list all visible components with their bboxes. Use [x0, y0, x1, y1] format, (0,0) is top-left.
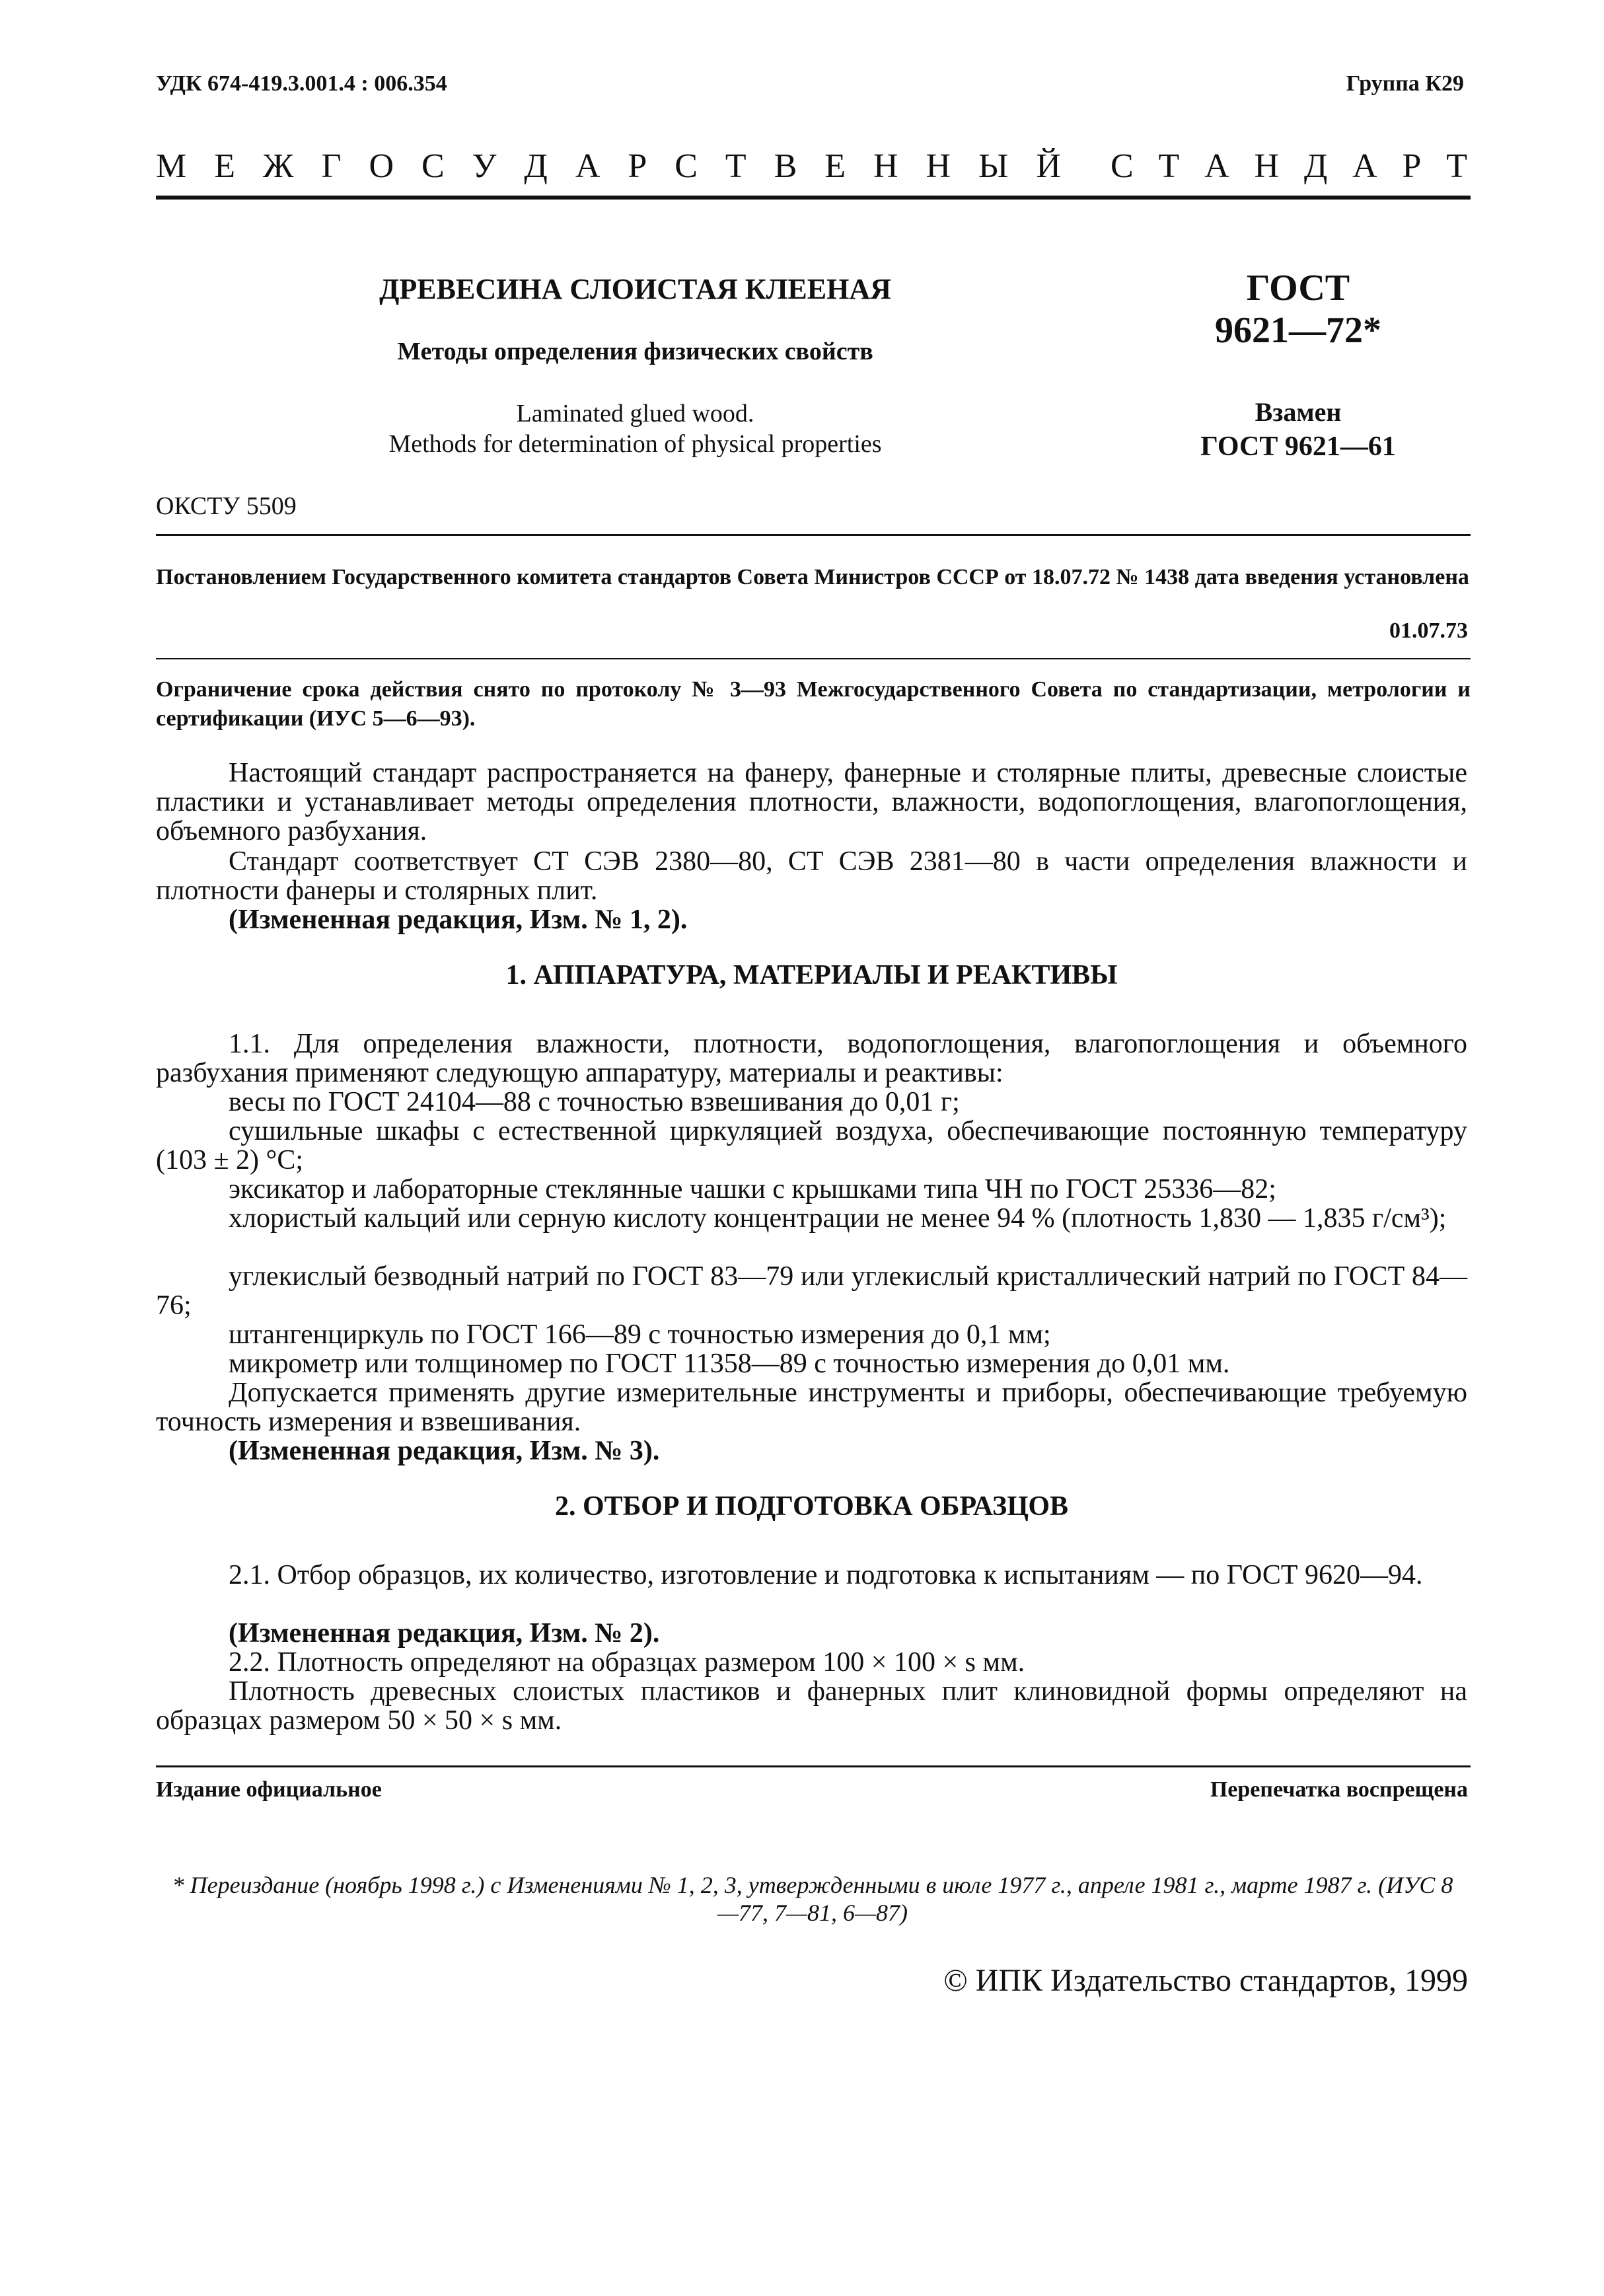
decree-text: Постановлением Государственного комитета стандартов Совета Министров СССР от 18.07.72 № 1438 дата введения установлена — [156, 565, 1469, 589]
heading-letter: Н — [1254, 147, 1280, 185]
reissue-note: * Переиздание (ноябрь 1998 г.) с Изменениями № 1, 2, 3, утвержденными в июле 1977 г., апреле 1981 г., марте 1987 г. (ИУС 8—77, 7—81, 6—87) — [172, 1872, 1453, 1926]
footer-rule — [156, 1765, 1471, 1767]
section-1-change-note: (Измененная редакция, Изм. № 3). — [229, 1436, 660, 1466]
heading-letter: Ы — [978, 147, 1009, 185]
heading-letter: Г — [321, 147, 342, 185]
heading-letter: Н — [873, 147, 898, 185]
heading-letter: Р — [628, 147, 647, 185]
limitation-text: Ограничение срока действия снято по протоколу № 3—93 Межгосударственного Совета по стандартизации, метрологии и сертификации (ИУС 5—6—93). — [156, 677, 1471, 731]
section-2-paragraph-1: 2.1. Отбор образцов, их количество, изготовление и подготовка к испытаниям — по ГОСТ 9620—94. — [229, 1560, 1423, 1590]
heading-letter: У — [472, 147, 497, 185]
decree-rule — [156, 658, 1471, 659]
section-2-paragraph-2: 2.2. Плотность определяют на образцах размером 100 × 100 × s мм. — [229, 1647, 1025, 1678]
heading-letter: Т — [1446, 147, 1467, 185]
heading-letter: О — [369, 147, 394, 185]
heading-letter: Д — [524, 147, 548, 185]
list-item-caliper: штангенциркуль по ГОСТ 166—89 с точностью измерения до 0,1 мм; — [229, 1319, 1051, 1350]
intro-paragraph-2: Стандарт соответствует СТ СЭВ 2380—80, СТ СЭВ 2381—80 в части определения влажности и плотности фанеры и столярных плит. — [156, 846, 1467, 906]
section-1-allowance: Допускается применять другие измерительные инструменты и приборы, обеспечивающие требуемую точность измерения и взвешивания. — [156, 1378, 1467, 1437]
interstate-standard-heading — [156, 147, 1467, 186]
heading-letter: С — [421, 147, 445, 185]
heading-letter: Е — [824, 147, 846, 185]
intro-change-note: (Измененная редакция, Изм. № 1, 2). — [229, 905, 688, 935]
heading-letter: Ж — [262, 147, 294, 185]
okstu-code: ОКСТУ 5509 — [156, 492, 297, 520]
heading-letter: Й — [1036, 147, 1061, 185]
title-rule — [156, 534, 1471, 536]
heading-letter: С — [674, 147, 698, 185]
list-item-desiccator: эксикатор и лабораторные стеклянные чашки с крышками типа ЧН по ГОСТ 25336—82; — [229, 1174, 1276, 1204]
list-item-scales: весы по ГОСТ 24104—88 с точностью взвешивания до 0,01 г; — [229, 1087, 960, 1117]
reprint-prohibited: Перепечатка воспрещена — [1210, 1777, 1468, 1802]
english-title-line2: Methods for determination of physical properties — [388, 430, 882, 458]
heading-letter: С — [1111, 147, 1134, 185]
heading-letter: М — [156, 147, 187, 185]
document-title: ДРЕВЕСИНА СЛОИСТАЯ КЛЕЕНАЯ — [379, 273, 891, 305]
copyright: © ИПК Издательство стандартов, 1999 — [943, 1963, 1468, 1998]
heading-letter: А — [1352, 147, 1377, 185]
heading-letter: А — [575, 147, 601, 185]
udk-code: УДК 674-419.3.001.4 : 006.354 — [156, 71, 447, 96]
heading-letter: Е — [214, 147, 235, 185]
header-rule — [156, 196, 1471, 200]
list-item-drying-cabinets: сушильные шкафы с естественной циркуляцией воздуха, обеспечивающие постоянную температуру (103 ± 2) °С; — [156, 1116, 1467, 1175]
heading-letter: Т — [1158, 147, 1180, 185]
section-1-paragraph: 1.1. Для определения влажности, плотности, водопоглощения, влагопоглощения и объемного разбухания применяют следующую аппаратуру, материалы и реактивы: — [156, 1029, 1467, 1088]
heading-letter: Н — [926, 147, 951, 185]
heading-letter: Д — [1303, 147, 1328, 185]
section-1-title: 1. АППАРАТУРА, МАТЕРИАЛЫ И РЕАКТИВЫ — [505, 960, 1118, 990]
list-item-calcium-chloride: хлористый кальций или серную кислоту концентрации не менее 94 % (плотность 1,830 — 1,835 г/см³); — [229, 1203, 1447, 1234]
gost-number: 9621—72* — [1215, 310, 1381, 351]
replaces-label: Взамен — [1255, 397, 1342, 427]
english-title-line1: Laminated glued wood. — [516, 400, 754, 427]
section-2-paragraph-3: Плотность древесных слоистых пластиков и фанерных плит клиновидной формы определяют на образцах размером 50 × 50 × s мм. — [156, 1676, 1467, 1736]
section-2-title: 2. ОТБОР И ПОДГОТОВКА ОБРАЗЦОВ — [554, 1491, 1069, 1522]
group-code: Группа К29 — [1346, 71, 1464, 96]
document-subtitle: Методы определения физических свойств — [397, 338, 873, 365]
interstate-word-2 — [1111, 147, 1467, 186]
heading-letter: Т — [725, 147, 747, 185]
section-2-change-note: (Измененная редакция, Изм. № 2). — [229, 1618, 660, 1648]
official-edition: Издание официальное — [156, 1777, 382, 1802]
interstate-word-1 — [156, 147, 1061, 186]
gost-label: ГОСТ — [1246, 268, 1350, 309]
intro-paragraph-1: Настоящий стандарт распространяется на фанеру, фанерные и столярные плиты, древесные слоистые пластики и устанавливает методы определения плотности, влажности, водопоглощения, влагопоглощения, объемного разбухания. — [156, 758, 1467, 846]
heading-letter: Р — [1402, 147, 1422, 185]
decree-date: 01.07.73 — [1389, 618, 1468, 643]
heading-letter: А — [1204, 147, 1229, 185]
list-item-micrometer: микрометр или толщиномер по ГОСТ 11358—89 с точностью измерения до 0,01 мм. — [229, 1349, 1230, 1379]
replaces-number: ГОСТ 9621—61 — [1200, 431, 1396, 462]
list-item-sodium-carbonate: углекислый безводный натрий по ГОСТ 83—79 или углекислый кристаллический натрий по ГОСТ 84—76; — [156, 1261, 1467, 1321]
heading-letter: В — [774, 147, 797, 185]
